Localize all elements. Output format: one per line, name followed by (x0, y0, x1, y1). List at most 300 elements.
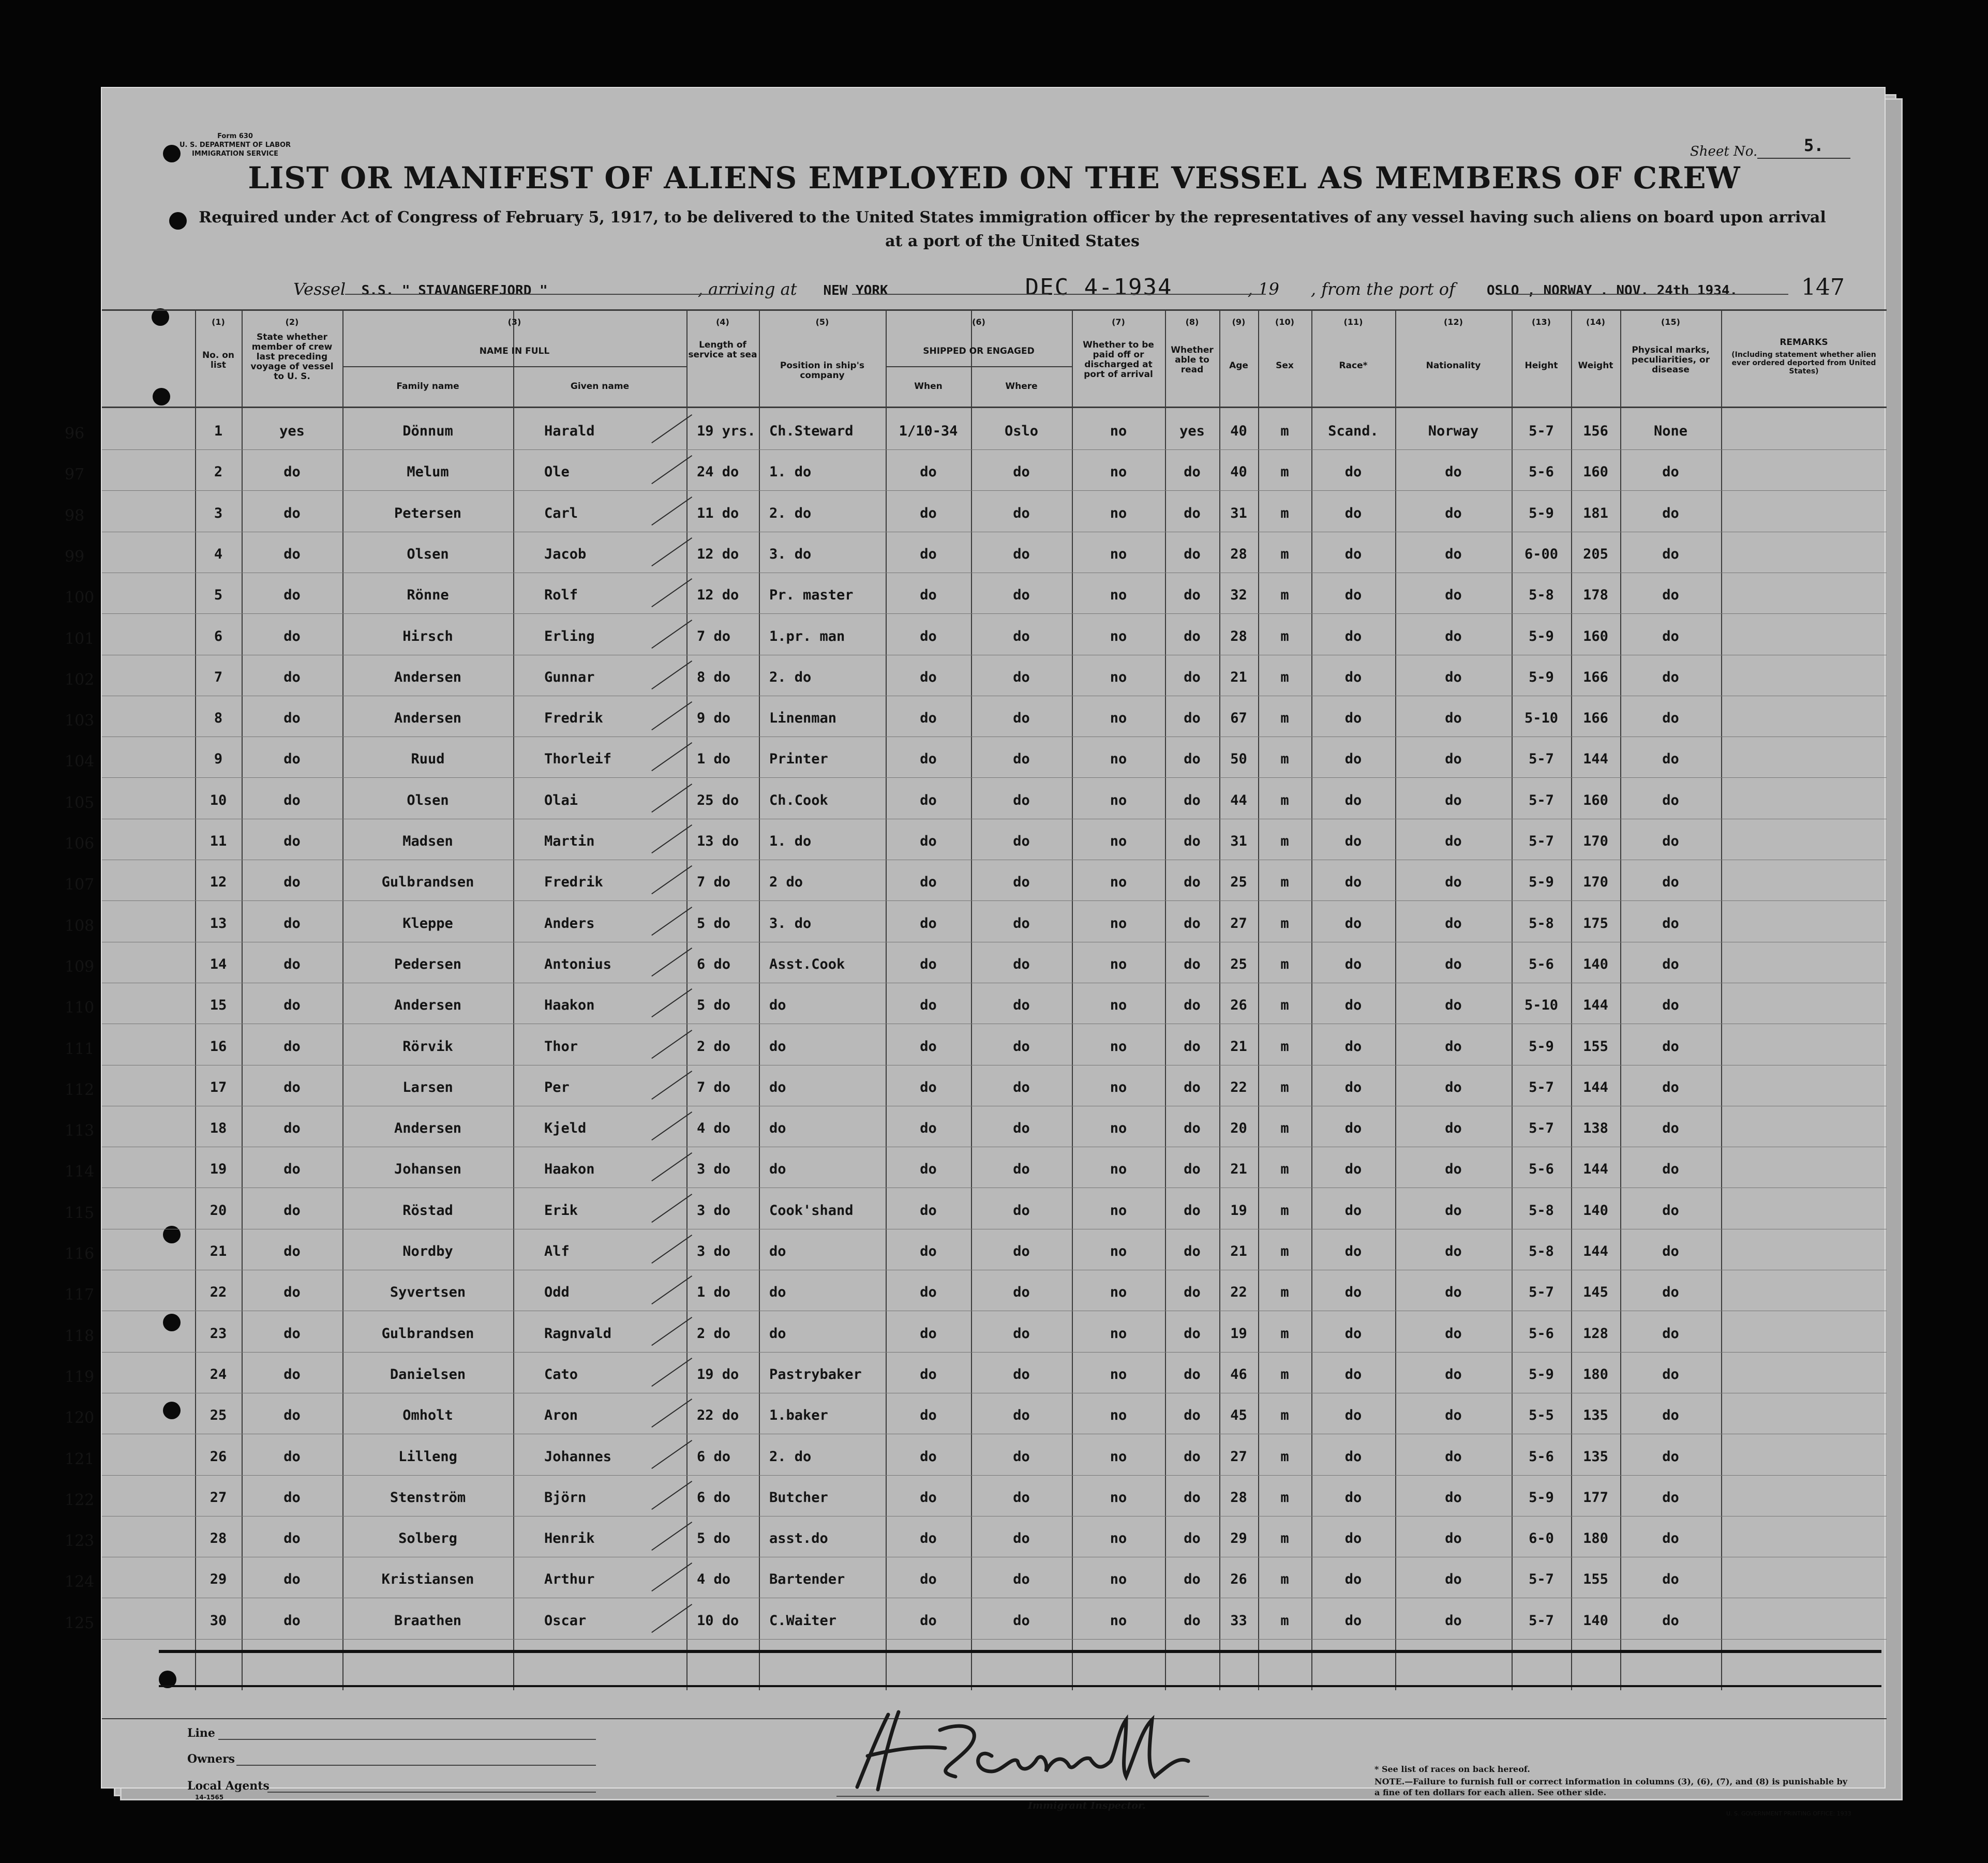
col-number: (12) (1444, 317, 1463, 327)
cell-marks: do (1662, 1612, 1679, 1629)
cell-read: do (1184, 1448, 1201, 1465)
cell-read: do (1184, 628, 1201, 644)
header-position: Position in ship's company (780, 360, 865, 381)
cell-read: do (1184, 1243, 1201, 1259)
cell-when: do (920, 1448, 937, 1465)
cell-state: do (283, 546, 301, 562)
cell-nationality: do (1445, 1530, 1462, 1547)
cell-height: 5-9 (1529, 628, 1554, 644)
cell-race: do (1344, 587, 1362, 604)
cell-age: 28 (1230, 1489, 1247, 1506)
cell-when: do (920, 1202, 937, 1219)
cell-when: do (920, 710, 937, 727)
form-number: Form 630 (217, 132, 253, 140)
sequence-number: 100 (65, 589, 95, 607)
cell-read: do (1184, 1120, 1201, 1137)
cell-paid: no (1110, 997, 1127, 1014)
cell-where: do (1013, 710, 1030, 727)
cell-nationality: do (1445, 464, 1462, 480)
cell-when: do (920, 751, 937, 768)
cell-no: 11 (210, 833, 227, 849)
cell-paid: no (1110, 669, 1127, 685)
printer-imprint: U. S. GOVERNMENT PRINTING OFFICE: 1933 (1726, 1810, 1851, 1817)
cell-weight: 135 (1583, 1407, 1608, 1424)
col-number: (14) (1586, 317, 1605, 327)
cell-weight: 175 (1583, 915, 1608, 932)
cell-paid: no (1110, 915, 1127, 932)
cell-race: Scand. (1328, 423, 1379, 439)
cell-weight: 140 (1583, 956, 1608, 972)
cell-state: do (283, 1612, 301, 1629)
cell-service: 9 do (697, 710, 731, 727)
cell-position: do (769, 1120, 786, 1137)
cell-service: 19 yrs. (697, 423, 756, 439)
cell-race: do (1344, 628, 1362, 644)
cell-position: do (769, 1284, 786, 1301)
cell-nationality: do (1445, 833, 1462, 849)
cell-given: Erling (544, 628, 595, 644)
cell-no: 5 (214, 587, 223, 604)
cell-state: do (283, 1489, 301, 1506)
cell-state: do (283, 792, 301, 808)
cell-position: 3. do (769, 546, 812, 562)
cell-weight: 145 (1583, 1284, 1608, 1301)
cell-age: 29 (1230, 1530, 1247, 1547)
cell-height: 5-7 (1529, 1079, 1554, 1095)
col-number: (4) (716, 317, 729, 327)
cell-service: 11 do (697, 505, 739, 521)
cell-age: 67 (1230, 710, 1247, 727)
cell-nationality: do (1445, 710, 1462, 727)
cell-nationality: do (1445, 1366, 1462, 1383)
col-number: (1) (212, 317, 225, 327)
cell-age: 27 (1230, 1448, 1247, 1465)
cell-given: Olai (544, 792, 578, 808)
cell-race: do (1344, 1284, 1362, 1301)
cell-no: 19 (210, 1161, 227, 1178)
cell-no: 18 (210, 1120, 227, 1137)
cell-weight: 181 (1583, 505, 1608, 521)
sequence-number: 116 (65, 1245, 95, 1263)
cell-position: 1. do (769, 464, 812, 480)
cell-height: 5-6 (1529, 1161, 1554, 1178)
cell-sex: m (1280, 1489, 1289, 1506)
cell-nationality: do (1445, 792, 1462, 808)
col-number: (13) (1532, 317, 1551, 327)
cell-height: 5-9 (1529, 1038, 1554, 1055)
cell-state: do (283, 1407, 301, 1424)
cell-service: 6 do (697, 1448, 731, 1465)
cell-paid: no (1110, 1612, 1127, 1629)
cell-age: 40 (1230, 464, 1247, 480)
cell-where: do (1013, 1120, 1030, 1137)
cell-race: do (1344, 1612, 1362, 1629)
cell-marks: do (1662, 833, 1679, 849)
cell-service: 5 do (697, 1530, 731, 1547)
cell-service: 6 do (697, 956, 731, 972)
cell-read: do (1184, 1366, 1201, 1383)
cell-sex: m (1280, 628, 1289, 644)
cell-race: do (1344, 1366, 1362, 1383)
cell-sex: m (1280, 669, 1289, 685)
cell-state: do (283, 1202, 301, 1219)
cell-paid: no (1110, 1038, 1127, 1055)
cell-position: Butcher (769, 1489, 828, 1506)
cell-weight: 160 (1583, 628, 1608, 644)
cell-age: 20 (1230, 1120, 1247, 1137)
header-name-in-full: NAME IN FULL (479, 346, 550, 356)
cell-read: do (1184, 505, 1201, 521)
crew-table (65, 309, 1887, 1690)
cell-given: Haakon (544, 1161, 595, 1178)
sequence-number: 110 (65, 999, 95, 1017)
cell-marks: do (1662, 1325, 1679, 1342)
cell-marks: do (1662, 997, 1679, 1014)
cell-paid: no (1110, 628, 1127, 644)
cell-when: 1/10-34 (899, 423, 958, 439)
cell-sex: m (1280, 1366, 1289, 1383)
cell-age: 31 (1230, 505, 1247, 521)
cell-paid: no (1110, 1325, 1127, 1342)
cell-weight: 155 (1583, 1038, 1608, 1055)
cell-given: Cato (544, 1366, 578, 1383)
cell-family: Andersen (394, 710, 462, 727)
cell-no: 28 (210, 1530, 227, 1547)
cell-family: Larsen (402, 1079, 453, 1095)
cell-sex: m (1280, 505, 1289, 521)
cell-given: Henrik (544, 1530, 595, 1547)
cell-sex: m (1280, 546, 1289, 562)
cell-weight: 128 (1583, 1325, 1608, 1342)
cell-weight: 140 (1583, 1612, 1608, 1629)
cell-state: do (283, 1366, 301, 1383)
cell-no: 26 (210, 1448, 227, 1465)
cell-nationality: do (1445, 505, 1462, 521)
cell-height: 5-8 (1529, 587, 1554, 604)
cell-sex: m (1280, 1612, 1289, 1629)
cell-height: 5-9 (1529, 669, 1554, 685)
vessel-value: S.S. " STAVANGERFJORD " (361, 283, 548, 298)
cell-sex: m (1280, 1202, 1289, 1219)
cell-position: 2. do (769, 669, 812, 685)
cell-service: 8 do (697, 669, 731, 685)
cell-nationality: do (1445, 874, 1462, 891)
cell-age: 19 (1230, 1202, 1247, 1219)
inspector-signature (836, 1699, 1209, 1802)
cell-when: do (920, 1530, 937, 1547)
cell-state: do (283, 587, 301, 604)
cell-given: Anders (544, 915, 595, 932)
sequence-number: 98 (65, 506, 85, 525)
cell-age: 25 (1230, 874, 1247, 891)
cell-height: 5-7 (1529, 1284, 1554, 1301)
sequence-number: 117 (65, 1286, 95, 1304)
cell-family: Syvertsen (390, 1284, 466, 1301)
cell-weight: 178 (1583, 587, 1608, 604)
cell-marks: do (1662, 1366, 1679, 1383)
cell-nationality: do (1445, 1161, 1462, 1178)
cell-no: 29 (210, 1571, 227, 1588)
cell-nationality: do (1445, 669, 1462, 685)
cell-nationality: do (1445, 1448, 1462, 1465)
cell-weight: 155 (1583, 1571, 1608, 1588)
cell-when: do (920, 997, 937, 1014)
cell-race: do (1344, 1161, 1362, 1178)
cell-given: Martin (544, 833, 595, 849)
cell-family: Nordby (402, 1243, 453, 1259)
cell-no: 24 (210, 1366, 227, 1383)
sequence-number: 122 (65, 1491, 95, 1509)
cell-state: do (283, 956, 301, 972)
cell-service: 3 do (697, 1202, 731, 1219)
cell-sex: m (1280, 1284, 1289, 1301)
cell-state: do (283, 1448, 301, 1465)
cell-paid: no (1110, 1079, 1127, 1095)
cell-position: 3. do (769, 915, 812, 932)
cell-nationality: do (1445, 1202, 1462, 1219)
cell-where: do (1013, 1284, 1030, 1301)
cell-age: 25 (1230, 956, 1247, 972)
inspector-label: Immigrant Inspector. (1028, 1800, 1146, 1811)
cell-position: do (769, 997, 786, 1014)
cell-no: 21 (210, 1243, 227, 1259)
cell-state: do (283, 505, 301, 521)
cell-paid: no (1110, 956, 1127, 972)
cell-age: 28 (1230, 546, 1247, 562)
sequence-number: 118 (65, 1327, 95, 1345)
cell-family: Andersen (394, 1120, 462, 1137)
cell-state: do (283, 1571, 301, 1588)
cell-age: 46 (1230, 1366, 1247, 1383)
cell-when: do (920, 1284, 937, 1301)
cell-sex: m (1280, 1571, 1289, 1588)
cell-height: 5-7 (1529, 833, 1554, 849)
cell-read: do (1184, 1489, 1201, 1506)
cell-race: do (1344, 1407, 1362, 1424)
cell-when: do (920, 587, 937, 604)
cell-position: do (769, 1243, 786, 1259)
cell-marks: do (1662, 1243, 1679, 1259)
cell-read: do (1184, 710, 1201, 727)
cell-when: do (920, 1079, 937, 1095)
cell-weight: 160 (1583, 464, 1608, 480)
cell-read: do (1184, 587, 1201, 604)
cell-read: do (1184, 751, 1201, 768)
cell-service: 6 do (697, 1489, 731, 1506)
cell-read: do (1184, 1202, 1201, 1219)
cell-nationality: Norway (1428, 423, 1479, 439)
cell-when: do (920, 464, 937, 480)
cell-where: do (1013, 1161, 1030, 1178)
cell-age: 32 (1230, 587, 1247, 604)
cell-nationality: do (1445, 1571, 1462, 1588)
cell-given: Rolf (544, 587, 578, 604)
cell-marks: None (1653, 423, 1688, 439)
cell-given: Björn (544, 1489, 587, 1506)
cell-state: do (283, 915, 301, 932)
cell-when: do (920, 1243, 937, 1259)
cell-marks: do (1662, 628, 1679, 644)
cell-family: Andersen (394, 997, 462, 1014)
cell-given: Fredrik (544, 874, 603, 891)
sequence-number: 101 (65, 629, 95, 648)
header-race: Race* (1339, 360, 1368, 371)
cell-when: do (920, 1038, 937, 1055)
cell-read: do (1184, 1407, 1201, 1424)
punch-hole (169, 212, 187, 230)
sequence-number: 106 (65, 835, 95, 853)
cell-no: 14 (210, 956, 227, 972)
cell-where: do (1013, 1612, 1030, 1629)
cell-position: do (769, 1161, 786, 1178)
cell-age: 50 (1230, 751, 1247, 768)
cell-weight: 140 (1583, 1202, 1608, 1219)
cell-when: do (920, 792, 937, 808)
cell-paid: no (1110, 751, 1127, 768)
cell-weight: 180 (1583, 1366, 1608, 1383)
header-length-of-service: Length of service at sea (688, 340, 757, 360)
cell-when: do (920, 915, 937, 932)
cell-sex: m (1280, 423, 1289, 439)
cell-weight: 144 (1583, 1161, 1608, 1178)
cell-no: 7 (214, 669, 223, 685)
cell-marks: do (1662, 751, 1679, 768)
cell-family: Olsen (407, 546, 449, 562)
cell-paid: no (1110, 874, 1127, 891)
cell-height: 5-9 (1529, 1489, 1554, 1506)
cell-height: 5-9 (1529, 1366, 1554, 1383)
cell-paid: no (1110, 1161, 1127, 1178)
cell-height: 5-8 (1529, 915, 1554, 932)
cell-service: 2 do (697, 1038, 731, 1055)
cell-given: Erik (544, 1202, 578, 1219)
cell-paid: no (1110, 710, 1127, 727)
cell-no: 10 (210, 792, 227, 808)
cell-position: Ch.Steward (769, 423, 854, 439)
cell-service: 2 do (697, 1325, 731, 1342)
cell-nationality: do (1445, 1407, 1462, 1424)
cell-where: do (1013, 464, 1030, 480)
cell-height: 6-00 (1524, 546, 1559, 562)
cell-no: 25 (210, 1407, 227, 1424)
cell-service: 22 do (697, 1407, 739, 1424)
cell-position: Printer (769, 751, 828, 768)
sequence-number: 108 (65, 917, 95, 935)
agents-label: Local Agents (187, 1779, 270, 1793)
cell-where: do (1013, 1366, 1030, 1383)
cell-family: Kleppe (402, 915, 453, 932)
cell-where: do (1013, 505, 1030, 521)
cell-state: do (283, 1079, 301, 1095)
cell-service: 4 do (697, 1571, 731, 1588)
cell-sex: m (1280, 833, 1289, 849)
cell-nationality: do (1445, 751, 1462, 768)
cell-when: do (920, 1612, 937, 1629)
cell-state: do (283, 669, 301, 685)
cell-age: 22 (1230, 1079, 1247, 1095)
cell-state: do (283, 1325, 301, 1342)
cell-race: do (1344, 792, 1362, 808)
cell-when: do (920, 1571, 937, 1588)
cell-position: Pastrybaker (769, 1366, 862, 1383)
cell-marks: do (1662, 587, 1679, 604)
cell-service: 7 do (697, 628, 731, 644)
cell-weight: 205 (1583, 546, 1608, 562)
cell-weight: 135 (1583, 1448, 1608, 1465)
cell-no: 1 (214, 423, 223, 439)
cell-nationality: do (1445, 546, 1462, 562)
header-sex: Sex (1276, 360, 1294, 371)
cell-given: Carl (544, 505, 578, 521)
header-shipped-engaged: SHIPPED OR ENGAGED (923, 346, 1035, 356)
cell-marks: do (1662, 956, 1679, 972)
cell-service: 1 do (697, 751, 731, 768)
cell-height: 5-5 (1529, 1407, 1554, 1424)
cell-no: 27 (210, 1489, 227, 1506)
cell-paid: no (1110, 1243, 1127, 1259)
cell-where: do (1013, 1243, 1030, 1259)
header-when: When (914, 381, 943, 392)
cell-marks: do (1662, 505, 1679, 521)
cell-age: 21 (1230, 1243, 1247, 1259)
cell-family: Hirsch (402, 628, 453, 644)
cell-family: Stenström (390, 1489, 466, 1506)
cell-sex: m (1280, 587, 1289, 604)
cell-marks: do (1662, 1038, 1679, 1055)
sequence-number: 99 (65, 547, 85, 566)
cell-race: do (1344, 1571, 1362, 1588)
cell-service: 12 do (697, 587, 739, 604)
cell-race: do (1344, 669, 1362, 685)
cell-state: do (283, 464, 301, 480)
from-label: , from the port of (1310, 279, 1455, 299)
cell-when: do (920, 1407, 937, 1424)
cell-service: 19 do (697, 1366, 739, 1383)
cell-no: 9 (214, 751, 223, 768)
cell-service: 24 do (697, 464, 739, 480)
cell-given: Harald (544, 423, 595, 439)
header-family-name: Family name (396, 381, 459, 392)
cell-race: do (1344, 751, 1362, 768)
cell-age: 21 (1230, 1038, 1247, 1055)
cell-height: 5-8 (1529, 1202, 1554, 1219)
cell-when: do (920, 505, 937, 521)
cell-sex: m (1280, 1161, 1289, 1178)
cell-paid: no (1110, 1284, 1127, 1301)
cell-weight: 160 (1583, 792, 1608, 808)
cell-position: Pr. master (769, 587, 854, 604)
cell-race: do (1344, 997, 1362, 1014)
cell-given: Fredrik (544, 710, 603, 727)
cell-sex: m (1280, 792, 1289, 808)
cell-position: Asst.Cook (769, 956, 845, 972)
cell-sex: m (1280, 1038, 1289, 1055)
cell-paid: no (1110, 464, 1127, 480)
cell-where: do (1013, 1325, 1030, 1342)
sequence-number: 113 (65, 1122, 95, 1140)
cell-height: 5-7 (1529, 423, 1554, 439)
sequence-number: 105 (65, 793, 95, 812)
cell-family: Petersen (394, 505, 462, 521)
cell-where: do (1013, 1038, 1030, 1055)
cell-no: 3 (214, 505, 223, 521)
vessel-label: Vessel (293, 279, 346, 299)
cell-sex: m (1280, 1530, 1289, 1547)
cell-family: Rönne (407, 587, 449, 604)
cell-service: 5 do (697, 915, 731, 932)
cell-where: do (1013, 956, 1030, 972)
sequence-number: 115 (65, 1204, 95, 1222)
